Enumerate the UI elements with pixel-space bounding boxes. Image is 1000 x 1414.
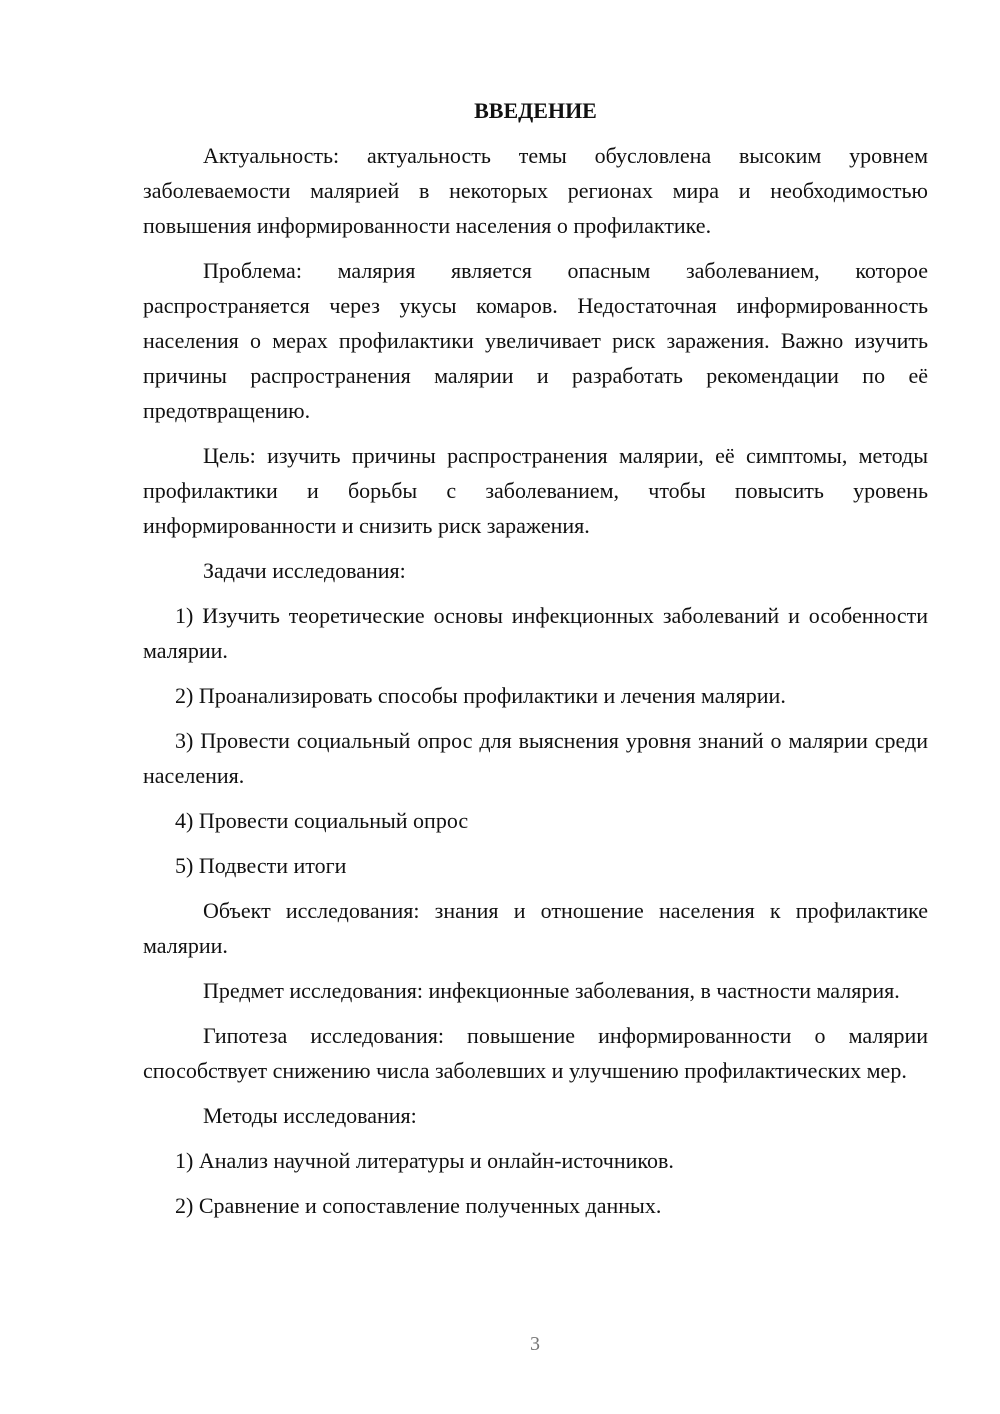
relevance-paragraph: Актуальность: актуальность темы обусловлена высоким уровнем заболеваемости малярией в некоторых регионах мира и необходимостью повышения информированности населения о профилактике. [143, 143, 928, 238]
page-title: ВВЕДЕНИЕ [474, 98, 597, 123]
task-item-5: 5) Подвести итоги [175, 853, 347, 878]
object-paragraph: Объект исследования: знания и отношение населения к профилактике малярии. [143, 898, 928, 958]
task-item-2: 2) Проанализировать способы профилактики и лечения малярии. [175, 683, 786, 708]
tasks-heading: Задачи исследования: [203, 558, 406, 583]
hypothesis-paragraph: Гипотеза исследования: повышение информированности о малярии способствует снижению числа заболевших и улучшению профилактических мер. [143, 1023, 928, 1083]
method-item-1: 1) Анализ научной литературы и онлайн-источников. [175, 1148, 674, 1173]
page-content [143, 93, 928, 1233]
task-item-4: 4) Провести социальный опрос [175, 808, 469, 833]
problem-paragraph: Проблема: малярия является опасным заболеванием, которое распространяется через укусы комаров. Недостаточная информированность населения о мерах профилактики увеличивает риск заражения. Важно изучить причины распространения малярии и разработать рекомендации по её предотвращению. [143, 258, 928, 423]
methods-heading: Методы исследования: [203, 1103, 417, 1128]
method-item-2: 2) Сравнение и сопоставление полученных данных. [175, 1193, 662, 1218]
goal-paragraph: Цель: изучить причины распространения малярии, её симптомы, методы профилактики и борьбы с заболеванием, чтобы повысить уровень информированности и снизить риск заражения. [143, 443, 928, 538]
task-item-3: 3) Провести социальный опрос для выяснения уровня знаний о малярии среди населения. [143, 728, 928, 788]
subject-paragraph: Предмет исследования: инфекционные заболевания, в частности малярия. [203, 978, 900, 1003]
task-item-1: 1) Изучить теоретические основы инфекционных заболеваний и особенности малярии. [143, 603, 928, 663]
page-number: 3 [530, 1333, 540, 1355]
